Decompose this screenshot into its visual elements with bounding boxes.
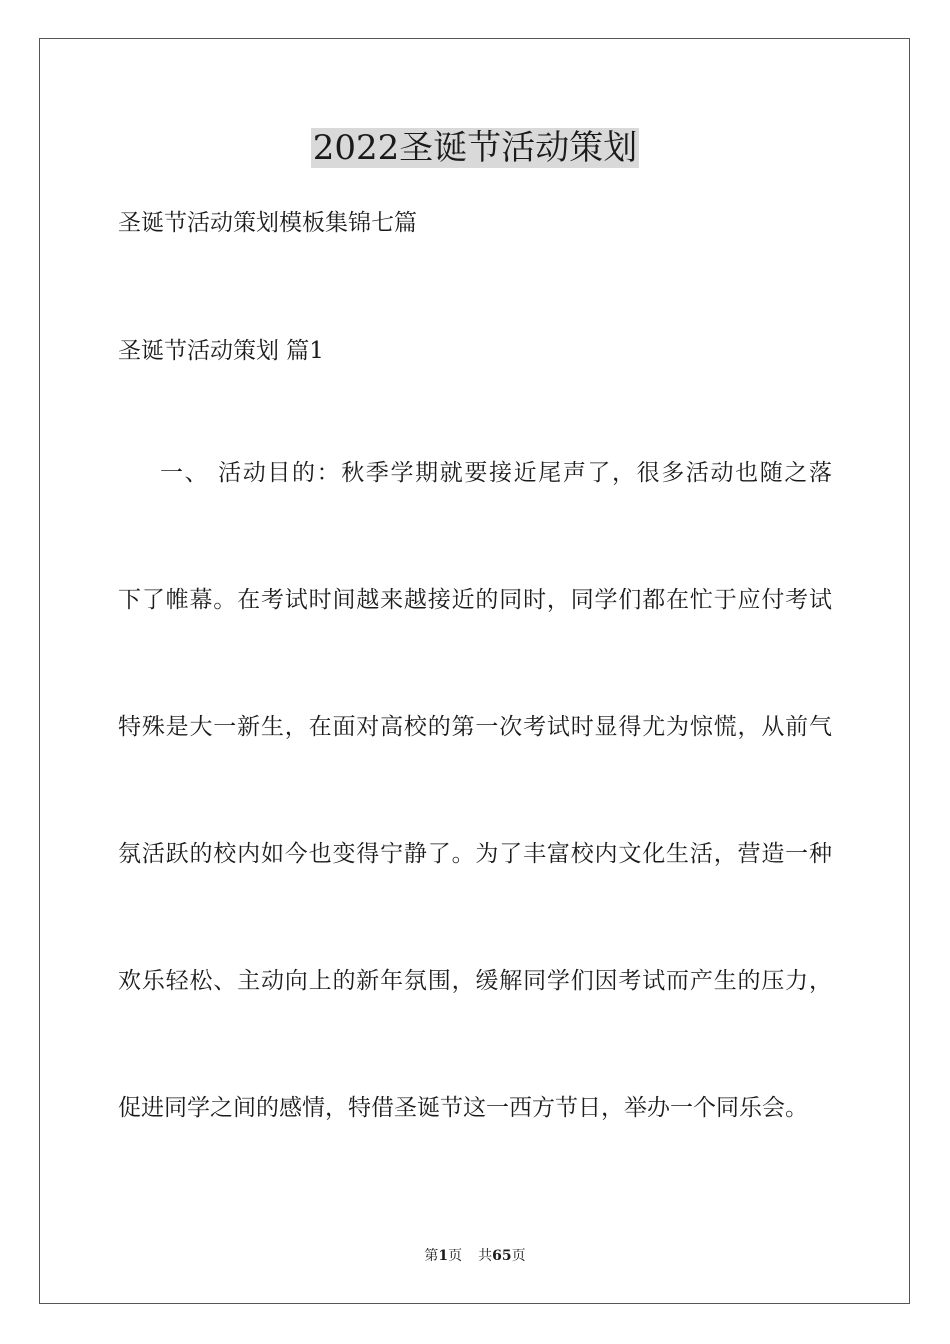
paragraph-line: 欢乐轻松、主动向上的新年氛围，缓解同学们因考试而产生的压力， bbox=[118, 968, 832, 994]
paragraph-line: 氛活跃的校内如今也变得宁静了。为了丰富校内文化生活，营造一种 bbox=[118, 841, 832, 867]
paragraph-line: 促进同学之间的感情，特借圣诞节这一西方节日，举办一个同乐会。 bbox=[118, 1095, 808, 1121]
page-suffix: 页 bbox=[448, 1248, 463, 1264]
paragraph-line: 一、 活动目的：秋季学期就要接近尾声了，很多活动也随之落 bbox=[160, 460, 832, 486]
total-suffix: 页 bbox=[511, 1248, 526, 1264]
document-subtitle: 圣诞节活动策划模板集锦七篇 bbox=[118, 210, 417, 236]
paragraph-line: 特殊是大一新生，在面对高校的第一次考试时显得尤为惊慌，从前气 bbox=[118, 714, 832, 740]
page-footer bbox=[0, 1246, 950, 1266]
total-prefix: 共 bbox=[478, 1248, 493, 1264]
total-pages: 65 bbox=[492, 1248, 512, 1264]
document-title-text: 2022圣诞节活动策划 bbox=[312, 128, 638, 168]
page-number: 1 bbox=[438, 1248, 449, 1264]
paragraph-line: 下了帷幕。在考试时间越来越接近的同时，同学们都在忙于应付考试 bbox=[118, 587, 832, 613]
page-prefix: 第 bbox=[424, 1248, 439, 1264]
section-heading: 圣诞节活动策划 篇1 bbox=[118, 338, 324, 364]
document-title bbox=[0, 126, 950, 170]
